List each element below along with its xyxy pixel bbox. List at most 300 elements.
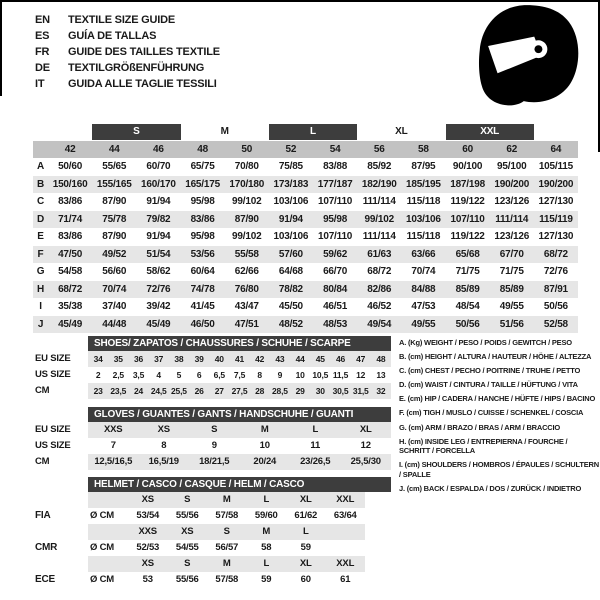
shoes-cell: 47 <box>356 354 366 364</box>
measurement-row-label: A <box>36 161 45 172</box>
shoes-cell: 25,5 <box>171 386 187 396</box>
size-cell: 71/75 <box>455 266 480 277</box>
size-column-header: 46 <box>153 144 164 155</box>
column-header-spacer <box>33 141 48 158</box>
shoes-cell: 41 <box>234 354 245 364</box>
shoes-cell: 27 <box>214 386 224 396</box>
gloves-table-row <box>35 422 391 438</box>
gloves-cell: 16,5/19 <box>148 456 179 467</box>
size-cell: 41/45 <box>190 301 215 312</box>
gloves-row-values <box>88 454 391 470</box>
size-cell: 58/62 <box>146 266 171 277</box>
helmet-values-row <box>35 540 391 556</box>
helmet-section-title: HELMET / CASCO / CASQUE / HELM / CASCO <box>88 477 391 492</box>
gloves-section <box>35 407 391 470</box>
helmet-cell: 54/55 <box>175 542 199 553</box>
size-column-header: 58 <box>418 144 429 155</box>
size-column-header: 48 <box>197 144 208 155</box>
size-cell: 68/72 <box>58 283 83 295</box>
helmet-section <box>35 477 391 588</box>
size-cell: 66/70 <box>323 266 348 277</box>
shoes-cell: 42 <box>255 354 265 364</box>
size-group-row <box>33 124 578 140</box>
size-cell: 68/72 <box>543 248 568 260</box>
measurement-legend <box>399 338 599 498</box>
size-cell: 46/50 <box>190 318 215 330</box>
gloves-row-values <box>88 422 391 438</box>
shoes-cell: 48 <box>376 354 386 364</box>
size-cell: 127/130 <box>538 231 574 242</box>
size-column-header: 64 <box>550 144 562 155</box>
size-cell: 123/126 <box>494 231 530 242</box>
helmet-size-label: XS <box>141 558 154 569</box>
size-cell: 99/102 <box>364 213 394 225</box>
helmet-sizes-row <box>35 556 391 572</box>
gloves-cell: 25,5/30 <box>350 456 381 467</box>
size-cell: 182/190 <box>361 178 397 190</box>
size-cell: 91/94 <box>146 196 171 207</box>
guide-title: TEXTILE SIZE GUIDE <box>68 14 176 26</box>
size-cell: 107/110 <box>450 213 485 225</box>
size-group-s: S <box>92 124 180 140</box>
shoes-cell: 28,5 <box>272 386 288 396</box>
size-cell: 82/86 <box>367 283 392 295</box>
helmet-values <box>88 540 365 556</box>
shoes-row-label: CM <box>35 385 50 396</box>
size-cell: 51/56 <box>499 318 524 330</box>
size-column-header-row <box>33 141 578 158</box>
size-cell: 75/85 <box>278 161 303 172</box>
language-code: ES <box>35 30 50 42</box>
size-cell: 87/91 <box>543 283 568 295</box>
size-cell: 83/88 <box>323 161 348 172</box>
gloves-table-row <box>35 438 391 454</box>
size-cell: 45/49 <box>146 318 171 330</box>
gloves-row-label: CM <box>35 456 50 467</box>
size-cell: 123/126 <box>494 196 530 207</box>
helmet-size-label: M <box>222 494 231 505</box>
gloves-cell: 11 <box>310 440 321 451</box>
size-cell: 87/90 <box>234 213 259 225</box>
size-cell: 99/102 <box>232 231 262 242</box>
helmet-size-label: S <box>184 494 191 505</box>
helmet-size-label: XS <box>141 494 154 505</box>
shoes-cell: 2 <box>95 370 101 380</box>
shoes-cell: 39 <box>194 354 204 364</box>
size-cell: 70/74 <box>102 283 127 295</box>
size-cell: 64/68 <box>278 266 303 277</box>
legend-entry: F. (cm) TIGH / MUSLO / CUISSE / SCHENKEL / COSCIA <box>399 408 584 418</box>
shoes-cell: 9 <box>277 370 283 380</box>
size-cell: 185/195 <box>406 178 441 190</box>
language-title-row <box>35 28 220 44</box>
helmet-cell <box>326 540 366 556</box>
helmet-values-row <box>35 508 391 524</box>
size-cell: 71/75 <box>499 266 524 277</box>
gloves-cell: 20/24 <box>253 456 277 467</box>
helmet-cell: 57/58 <box>215 574 239 585</box>
language-title-row <box>35 76 220 92</box>
shoes-cell: 23 <box>93 386 103 396</box>
size-cell: 111/114 <box>362 231 396 242</box>
size-cell: 119/122 <box>450 196 485 207</box>
size-cell: 61/63 <box>367 248 392 260</box>
size-group-l: L <box>269 124 357 140</box>
size-cell: 95/98 <box>190 231 215 242</box>
measurement-row-label: H <box>36 283 45 295</box>
shoes-cell: 40 <box>214 354 224 364</box>
helmet-sizes-values <box>88 556 365 572</box>
shoes-cell: 31,5 <box>352 386 369 396</box>
size-group-xxl: XXL <box>446 124 534 140</box>
size-cell: 90/100 <box>452 161 483 172</box>
gloves-cell: XS <box>157 424 170 435</box>
size-cell: 65/68 <box>455 248 480 260</box>
size-cell: 50/56 <box>455 318 480 330</box>
size-cell: 91/94 <box>278 213 303 225</box>
shoes-cell: 6 <box>196 370 202 380</box>
size-cell: 85/89 <box>499 283 524 295</box>
shoes-section <box>35 336 391 399</box>
helmet-standard-label: FIA <box>35 510 51 521</box>
shoes-cell: 28 <box>255 386 265 396</box>
shoes-table-row <box>35 383 391 399</box>
measurement-row-label: E <box>37 231 44 242</box>
helmet-cell: 58 <box>261 542 272 553</box>
gloves-cell: 9 <box>211 440 217 451</box>
size-table-body <box>33 158 578 333</box>
gloves-row-label: US SIZE <box>35 440 71 451</box>
shoes-cell: 24,5 <box>150 386 167 396</box>
size-table-row <box>33 246 578 264</box>
gloves-section-title: GLOVES / GUANTES / GANTS / HANDSCHUHE / GUANTI <box>88 407 391 422</box>
helmet-size-label: M <box>222 558 231 569</box>
size-cell: 87/95 <box>411 161 436 172</box>
helmet-size-label: M <box>262 526 271 537</box>
shoes-cell: 30,5 <box>332 386 349 396</box>
size-cell: 115/118 <box>406 231 441 242</box>
size-cell: 50/56 <box>543 301 568 312</box>
shoes-table <box>35 351 391 399</box>
size-cell: 48/53 <box>323 318 348 330</box>
size-cell: 56/60 <box>102 266 127 277</box>
helmet-values <box>88 508 365 524</box>
guide-title: GUIDE DES TAILLES TEXTILE <box>68 46 220 58</box>
shoes-cell: 7,5 <box>233 370 246 380</box>
size-group-m: M <box>220 126 229 137</box>
size-cell: 83/86 <box>58 231 83 242</box>
language-code: FR <box>35 46 50 58</box>
size-cell: 53/56 <box>190 248 215 260</box>
helmet-cell: 55/56 <box>175 510 199 521</box>
size-column-header: 54 <box>329 144 341 155</box>
legend-entry: G. (cm) ARM / BRAZO / BRAS / ARM / BRACCIO <box>399 422 561 432</box>
shoes-cell: 5 <box>176 370 182 380</box>
helmet-cell: 55/56 <box>175 574 199 585</box>
size-cell: 71/74 <box>58 213 83 225</box>
size-cell: 39/42 <box>146 301 171 312</box>
gloves-table <box>35 422 391 470</box>
shoes-cell: 46 <box>335 354 346 364</box>
size-cell: 95/98 <box>323 213 348 225</box>
measurement-row-label: J <box>37 318 44 330</box>
measurement-row-label: C <box>36 196 45 207</box>
gloves-cell: 18/21,5 <box>199 456 230 467</box>
shoes-cell: 10 <box>295 370 305 380</box>
size-cell: 70/80 <box>234 161 259 172</box>
helmet-size-label <box>326 524 366 540</box>
legend-entry: C. (cm) CHEST / PECHO / POITRINE / TRUHE / PETTO <box>399 366 581 376</box>
size-cell: 115/119 <box>539 213 573 225</box>
size-cell: 111/114 <box>495 213 529 225</box>
textile-size-table <box>33 124 578 333</box>
measurement-row-label: I <box>39 301 42 312</box>
shoes-row-values <box>88 383 391 399</box>
shoes-cell: 30 <box>315 386 325 396</box>
shoes-cell: 32 <box>376 386 386 396</box>
size-cell: 55/58 <box>234 248 259 260</box>
shoes-cell: 38 <box>174 354 184 364</box>
helmet-cell: 57/58 <box>215 510 239 521</box>
helmet-size-label: S <box>184 558 191 569</box>
legend-entry: H. (cm) INSIDE LEG / ENTREPIERNA / FOURCHE / SCHRITT / FORCELLA <box>399 436 568 456</box>
size-table-row <box>33 176 578 194</box>
shoes-cell: 6,5 <box>213 370 225 380</box>
helmet-size-label: L <box>263 558 270 569</box>
helmet-size-label: L <box>302 526 309 537</box>
legend-entry: D. (cm) WAIST / CINTURA / TAILLE / HÜFTUNG / VITA <box>399 380 578 390</box>
size-cell: 95/98 <box>190 196 215 207</box>
size-cell: 103/106 <box>406 213 441 225</box>
helmet-unit-label: Ø CM <box>90 574 115 585</box>
gloves-row-label: EU SIZE <box>35 424 71 435</box>
helmet-cell: 53 <box>142 574 153 585</box>
size-cell: 107/110 <box>317 196 353 207</box>
helmet-size-label: S <box>223 526 230 537</box>
size-cell: 46/52 <box>367 301 392 312</box>
helmet-standard-label: CMR <box>35 542 58 553</box>
shoes-section-title: SHOES/ ZAPATOS / CHAUSSURES / SCHUHE / SCARPE <box>88 336 391 351</box>
size-cell: 107/110 <box>317 231 353 242</box>
helmet-row-spacer <box>35 524 88 540</box>
size-cell: 46/51 <box>323 301 348 312</box>
gloves-cell: M <box>260 424 269 435</box>
shoes-cell: 45 <box>315 354 325 364</box>
gloves-cell: S <box>211 424 218 435</box>
size-cell: 47/53 <box>411 301 436 312</box>
legend-entry: A. (Kg) WEIGHT / PESO / POIDS / GEWITCH / PESO <box>399 338 572 347</box>
size-cell: 62/66 <box>234 266 259 277</box>
size-cell: 103/106 <box>273 196 309 207</box>
shoes-cell: 35 <box>113 354 123 364</box>
shoes-row-values <box>88 367 391 383</box>
shoes-cell: 13 <box>376 370 386 380</box>
shoes-cell: 34 <box>93 354 103 364</box>
measurement-row-label: D <box>36 213 45 225</box>
size-cell: 67/70 <box>499 248 524 260</box>
size-cell: 115/118 <box>406 196 441 207</box>
helmet-unit-label: Ø CM <box>90 510 115 521</box>
size-cell: 52/58 <box>543 318 568 330</box>
helmet-cell: 53/54 <box>136 510 160 521</box>
language-title-list <box>35 12 220 92</box>
size-cell: 79/82 <box>146 213 171 225</box>
size-cell: 47/51 <box>234 318 259 330</box>
language-code: EN <box>35 14 50 26</box>
size-cell: 57/60 <box>278 248 303 260</box>
helmet-standard-band <box>35 524 391 556</box>
size-column-header: 50 <box>241 144 253 155</box>
shoes-cell: 3,5 <box>132 370 145 380</box>
size-column-header: 56 <box>373 144 385 155</box>
helmet-size-label: XXS <box>138 526 157 537</box>
helmet-cell: 60 <box>300 574 311 585</box>
helmet-size-label: XL <box>299 558 312 569</box>
size-cell: 170/180 <box>229 178 265 190</box>
size-cell: 127/130 <box>538 196 574 207</box>
helmet-size-label: XXL <box>336 558 355 569</box>
size-column-header: 42 <box>64 144 76 155</box>
language-title-row <box>35 60 220 76</box>
size-cell: 155/165 <box>96 178 132 190</box>
size-cell: 83/86 <box>58 196 83 207</box>
size-cell: 48/54 <box>455 301 480 312</box>
language-title-row <box>35 12 220 28</box>
shoes-row-label: EU SIZE <box>35 353 71 364</box>
size-cell: 72/76 <box>543 266 568 277</box>
size-table-row <box>33 263 578 281</box>
gloves-cell: 7 <box>110 440 116 451</box>
shoes-cell: 4 <box>156 370 161 380</box>
helmet-row-spacer <box>35 492 88 508</box>
size-cell: 43/47 <box>234 301 259 312</box>
gloves-cell: 12,5/16,5 <box>94 456 133 467</box>
size-cell: 50/60 <box>58 161 83 172</box>
shoes-cell: 8 <box>257 370 262 380</box>
size-cell: 119/122 <box>450 231 485 242</box>
helmet-size-spacer <box>88 524 128 540</box>
shoes-cell: 26 <box>194 386 204 396</box>
helmet-values-row <box>35 572 391 588</box>
size-cell: 190/200 <box>494 178 530 190</box>
size-cell: 48/52 <box>278 318 303 330</box>
helmet-cell: 61/62 <box>294 510 318 521</box>
size-cell: 105/115 <box>538 161 574 172</box>
size-cell: 150/160 <box>52 178 88 190</box>
helmet-cell: 59/60 <box>254 510 278 521</box>
size-cell: 76/80 <box>234 283 259 295</box>
language-title-row <box>35 44 220 60</box>
size-cell: 51/54 <box>146 248 171 260</box>
helmet-standard-band <box>35 556 391 588</box>
size-cell: 160/170 <box>141 178 176 190</box>
gloves-row-values <box>88 438 391 454</box>
size-cell: 173/183 <box>273 178 309 190</box>
size-cell: 103/106 <box>273 231 309 242</box>
size-cell: 35/38 <box>58 301 83 312</box>
shoes-cell: 24 <box>133 386 144 396</box>
gloves-cell: 8 <box>161 440 167 451</box>
size-cell: 75/78 <box>102 213 127 225</box>
size-cell: 99/102 <box>232 196 262 207</box>
gloves-cell: L <box>312 424 319 435</box>
shoes-cell: 43 <box>275 354 285 364</box>
helmet-values <box>88 572 365 588</box>
gloves-cell: XL <box>359 424 372 435</box>
helmet-cell: 59 <box>300 542 311 553</box>
size-cell: 83/86 <box>190 213 215 225</box>
size-cell: 187/198 <box>450 178 485 190</box>
size-cell: 78/82 <box>278 283 303 295</box>
helmet-cell: 59 <box>261 574 272 585</box>
gloves-cell: 12 <box>360 440 371 451</box>
language-code: DE <box>35 62 50 74</box>
shoes-table-row <box>35 351 391 367</box>
size-cell: 177/187 <box>317 178 353 190</box>
size-cell: 54/58 <box>58 266 83 277</box>
size-cell: 85/92 <box>367 161 392 172</box>
size-table-row <box>33 281 578 299</box>
shoes-cell: 27,5 <box>231 386 248 396</box>
helmet-size-label: XXL <box>336 494 355 505</box>
size-table-row <box>33 193 578 211</box>
helmet-row-spacer <box>35 556 88 572</box>
helmet-cell: 61 <box>340 574 351 585</box>
size-cell: 165/175 <box>185 178 220 190</box>
size-column-header: 52 <box>285 144 297 155</box>
size-cell: 45/49 <box>58 318 83 330</box>
size-cell: 87/90 <box>102 196 127 207</box>
size-cell: 49/54 <box>367 318 392 330</box>
helmet-standard-label: ECE <box>35 574 55 585</box>
frame-border-left <box>0 0 2 96</box>
measurement-row-label: F <box>37 248 44 260</box>
helmet-standard-band <box>35 492 391 524</box>
guide-title: GUÍA DE TALLAS <box>68 30 157 42</box>
gloves-cell: XXS <box>104 424 123 435</box>
measurement-row-label: G <box>36 266 45 277</box>
size-table-row <box>33 316 578 334</box>
gloves-table-row <box>35 454 391 470</box>
size-column-header: 62 <box>506 144 518 155</box>
size-cell: 60/64 <box>190 266 215 277</box>
shoes-cell: 37 <box>154 354 164 364</box>
size-cell: 49/55 <box>411 318 436 330</box>
size-cell: 47/50 <box>58 248 83 260</box>
shoes-cell: 11,5 <box>332 370 349 380</box>
shoes-cell: 44 <box>295 354 305 364</box>
size-group-xl: XL <box>395 126 408 137</box>
guide-title: TEXTILGRÖßENFÜHRUNG <box>68 62 205 74</box>
size-cell: 84/88 <box>411 283 436 295</box>
shoes-table-row <box>35 367 391 383</box>
helmet-size-spacer <box>88 556 128 572</box>
helmet-size-spacer <box>88 492 128 508</box>
helmet-size-label: XL <box>299 494 312 505</box>
size-cell: 87/90 <box>102 231 127 242</box>
size-cell: 59/62 <box>323 248 348 260</box>
helmet-icon <box>466 2 592 115</box>
shoes-cell: 2,5 <box>112 370 124 380</box>
size-cell: 85/89 <box>455 283 480 295</box>
size-cell: 44/48 <box>102 318 127 330</box>
size-table-row <box>33 158 578 176</box>
size-cell: 70/74 <box>411 266 436 277</box>
guide-title: GUIDA ALLE TAGLIE TESSILI <box>68 78 217 90</box>
legend-entry: J. (cm) BACK / ESPALDA / DOS / ZURÜCK / INDIETRO <box>399 483 582 493</box>
shoes-cell: 10,5 <box>312 370 329 380</box>
shoes-cell: 12 <box>356 370 366 380</box>
